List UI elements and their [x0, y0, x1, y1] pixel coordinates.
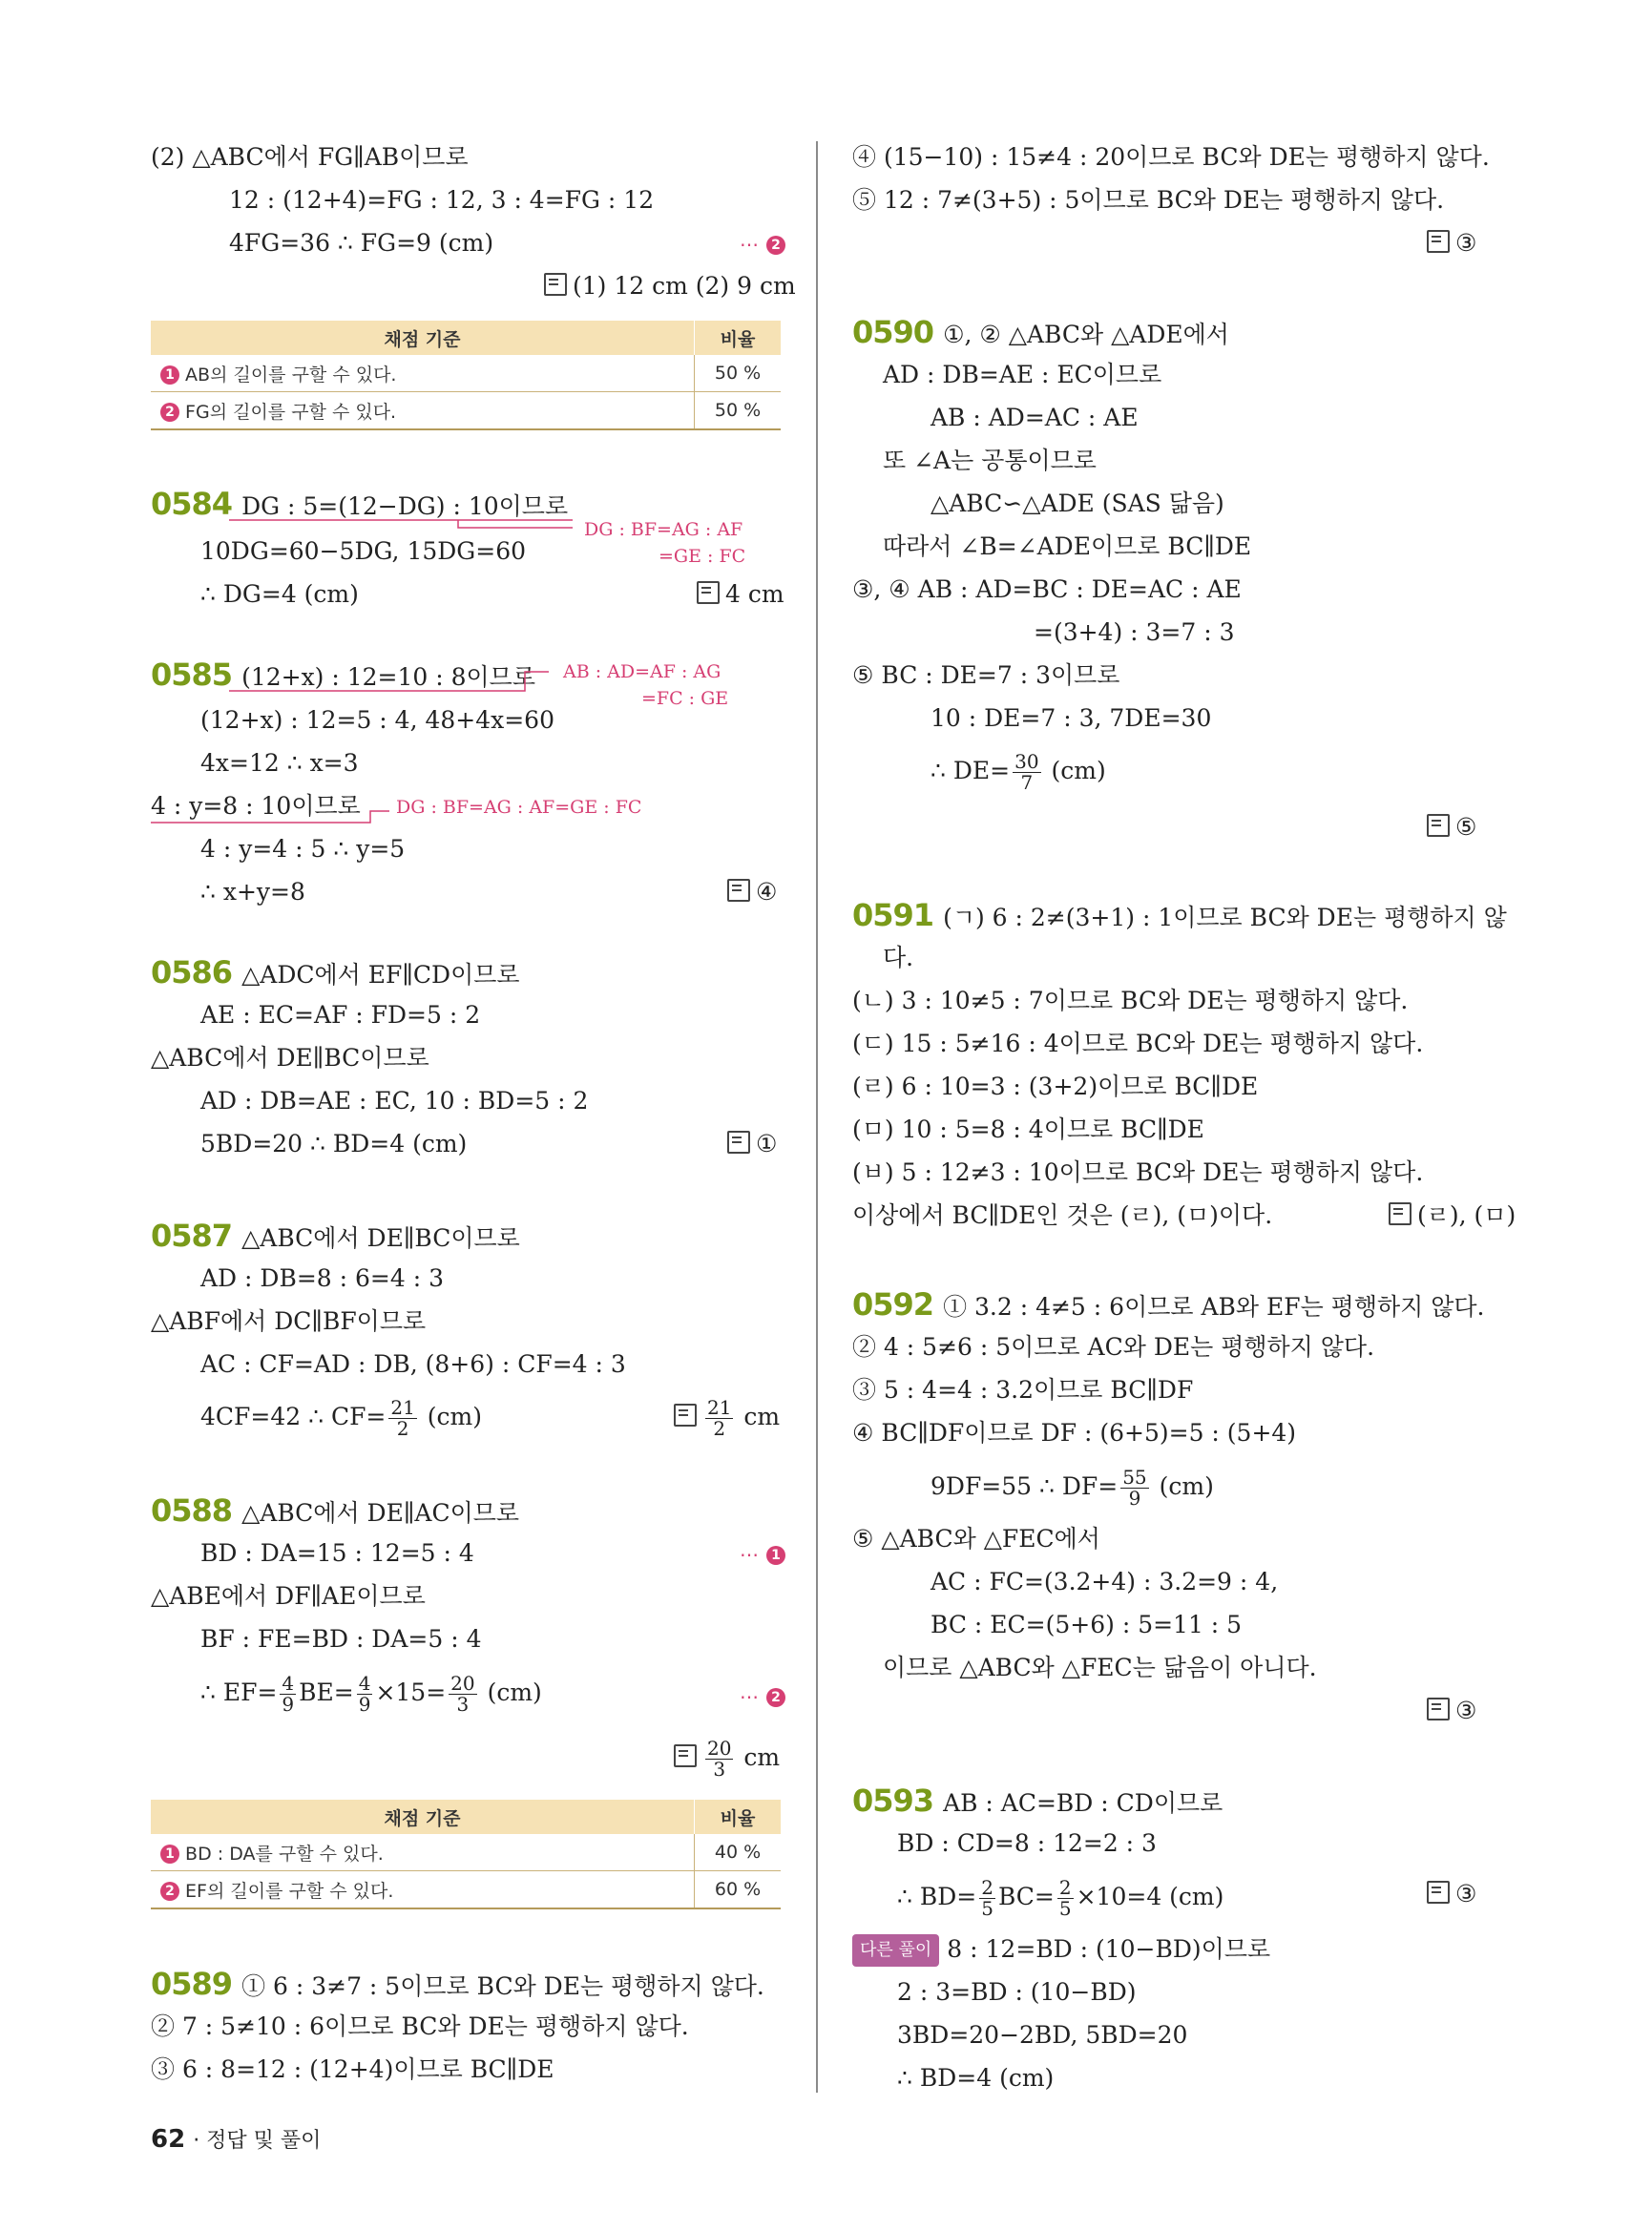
line: ② 4 : 5≠6 : 5이므로 AC와 DE는 평행하지 않다. [852, 1333, 1375, 1361]
table-header: 채점 기준 [151, 1800, 695, 1834]
line: ② 7 : 5≠10 : 6이므로 BC와 DE는 평행하지 않다. [151, 2012, 689, 2040]
answer-icon [544, 273, 567, 296]
answer: ③ [1427, 1695, 1476, 1727]
line: (ㅁ) 10 : 5=8 : 4이므로 BC∥DE [852, 1116, 1204, 1143]
line: AB : AD=AC : AE [931, 404, 1139, 431]
problem-0585: 0585 (12+x) : 12=10 : 8이므로 [151, 657, 535, 693]
alt-solution: 다른 풀이 8 : 12=BD : (10−BD)이므로 [852, 1933, 1270, 1967]
line: 따라서 ∠B=∠ADE이므로 BC∥DE [883, 532, 1252, 560]
line: 5BD=20 ∴ BD=4 (cm) [200, 1130, 468, 1157]
line: BF : FE=BD : DA=5 : 4 [200, 1625, 482, 1653]
line: (ㅂ) 5 : 12≠3 : 10이므로 BC와 DE는 평행하지 않다. [852, 1158, 1424, 1186]
problem-0588: 0588 △ABC에서 DE∥AC이므로 [151, 1492, 520, 1529]
table-header-rate: 비율 [695, 321, 782, 355]
answer-icon [674, 1404, 697, 1427]
line: ∴ DE= $\frac{30}{7}$ (cm) [931, 750, 1106, 794]
line: 10 : DE=7 : 3, 7DE=30 [931, 704, 1212, 732]
line: ∴ EF= $\frac{4}{9}$ BE= $\frac{4}{9}$ ×15= $\frac{20}{3}$ (cm) [200, 1672, 542, 1716]
table-row: 2 EF의 길이를 구할 수 있다. 60 % [151, 1871, 781, 1909]
answer-icon [1427, 1881, 1450, 1904]
problem-0591: 0591 (ㄱ) 6 : 2≠(3+1) : 1이므로 BC와 DE는 평행하지 않 [852, 897, 1507, 933]
side-note: DG : BF=AG : AF [584, 519, 743, 540]
answer-icon [674, 1744, 697, 1767]
answer-icon [727, 879, 750, 902]
answer-icon [727, 1131, 750, 1154]
line: 4CF=42 ∴ CF= $\frac{21}{2}$ (cm) [200, 1396, 482, 1440]
line: ③ 5 : 4=4 : 3.2이므로 BC∥DF [852, 1376, 1194, 1404]
line: AD : DB=8 : 6=4 : 3 [200, 1264, 444, 1292]
answer: (1) 12 cm (2) 9 cm [544, 270, 796, 302]
line: AD : DB=AE : EC, 10 : BD=5 : 2 [200, 1087, 589, 1115]
line: BC : EC=(5+6) : 5=11 : 5 [931, 1611, 1243, 1638]
line: ∴ BD= $\frac{2}{5}$ BC= $\frac{2}{5}$ ×10=4 (cm) [897, 1876, 1224, 1920]
column-divider [816, 141, 818, 2093]
line: 또 ∠A는 공통이므로 [883, 447, 1097, 474]
line: 이상에서 BC∥DE인 것은 (ㄹ), (ㅁ)이다. [852, 1201, 1273, 1229]
line: ∴ DG=4 (cm) [200, 580, 359, 608]
side-note: =FC : GE [641, 688, 729, 709]
line: 4 : y=4 : 5 ∴ y=5 [200, 835, 406, 863]
answer: 4 cm [697, 578, 784, 611]
problem-0586: 0586 △ADC에서 EF∥CD이므로 [151, 954, 520, 990]
answer: (ㄹ), (ㅁ) [1389, 1199, 1516, 1232]
line: △ABF에서 DC∥BF이므로 [151, 1307, 427, 1335]
line: 4FG=36 ∴ FG=9 (cm) [229, 229, 494, 257]
line: (ㄹ) 6 : 10=3 : (3+2)이므로 BC∥DE [852, 1073, 1259, 1100]
line: ④ BC∥DF이므로 DF : (6+5)=5 : (5+4) [852, 1419, 1297, 1447]
line: ③ 6 : 8=12 : (12+4)이므로 BC∥DE [151, 2055, 554, 2083]
line: (2) △ABC에서 FG∥AB이므로 [151, 143, 469, 171]
table-row: 2 FG의 길이를 구할 수 있다. 50 % [151, 392, 781, 430]
problem-0584: 0584 DG : 5=(12−DG) : 10이므로 [151, 486, 569, 522]
problem-0589: 0589 ① 6 : 3≠7 : 5이므로 BC와 DE는 평행하지 않다. [151, 1966, 764, 2002]
problem-0587: 0587 △ABC에서 DE∥BC이므로 [151, 1218, 520, 1254]
table-row: 1 BD : DA를 구할 수 있다. 40 % [151, 1834, 781, 1871]
step-marker: ⋯ 1 [740, 1537, 785, 1571]
answer: ④ [727, 876, 777, 908]
line: AC : CF=AD : DB, (8+6) : CF=4 : 3 [200, 1350, 626, 1378]
answer: ① [727, 1128, 777, 1160]
line: AD : DB=AE : EC이므로 [883, 361, 1162, 388]
problem-0592: 0592 ① 3.2 : 4≠5 : 6이므로 AB와 EF는 평행하지 않다. [852, 1286, 1485, 1323]
line: △ABC∽△ADE (SAS 닮음) [931, 490, 1224, 517]
line: AE : EC=AF : FD=5 : 2 [200, 1001, 481, 1029]
line: BD : DA=15 : 12=5 : 4 [200, 1539, 474, 1567]
line: (ㄷ) 15 : 5≠16 : 4이므로 BC와 DE는 평행하지 않다. [852, 1030, 1424, 1057]
line: 9DF=55 ∴ DF= $\frac{55}{9}$ (cm) [931, 1466, 1214, 1510]
answer: ⑤ [1427, 811, 1476, 844]
page-number: 62 [151, 2125, 186, 2154]
answer-icon [697, 581, 720, 604]
line: 4x=12 ∴ x=3 [200, 749, 359, 777]
line: ⑤ BC : DE=7 : 3이므로 [852, 661, 1120, 689]
line: 12 : (12+4)=FG : 12, 3 : 4=FG : 12 [229, 186, 655, 214]
answer-icon [1427, 1698, 1450, 1720]
answer: $\frac{20}{3}$ cm [674, 1739, 780, 1780]
line: ④ (15−10) : 15≠4 : 20이므로 BC와 DE는 평행하지 않다. [852, 143, 1490, 171]
line: 2 : 3=BD : (10−BD) [897, 1978, 1137, 2006]
line: 3BD=20−2BD, 5BD=20 [897, 2021, 1188, 2049]
side-note: =GE : FC [659, 546, 746, 567]
line: ∴ BD=4 (cm) [897, 2064, 1055, 2092]
line: ⑤ △ABC와 △FEC에서 [852, 1525, 1100, 1553]
answer: ③ [1427, 227, 1476, 260]
step-marker: ⋯ 2 [740, 227, 785, 261]
line: ⑤ 12 : 7≠(3+5) : 5이므로 BC와 DE는 평행하지 않다. [852, 186, 1445, 214]
side-note: DG : BF=AG : AF=GE : FC [396, 797, 642, 818]
page-footer [151, 2124, 321, 2154]
line: 다. [883, 944, 914, 971]
line: 이므로 △ABC와 △FEC는 닮음이 아니다. [883, 1654, 1317, 1681]
answer: $\frac{21}{2}$ cm [674, 1398, 780, 1439]
step-marker: ⋯ 2 [740, 1679, 785, 1713]
line: ③, ④ AB : AD=BC : DE=AC : AE [852, 575, 1242, 603]
line: 4 : y=8 : 10이므로 [151, 792, 361, 820]
line: BD : CD=8 : 12=2 : 3 [897, 1829, 1157, 1857]
line: △ABC에서 DE∥BC이므로 [151, 1044, 429, 1072]
table-header: 채점 기준 [151, 321, 695, 355]
line: △ABE에서 DF∥AE이므로 [151, 1582, 426, 1610]
problem-0590: 0590 ①, ② △ABC와 △ADE에서 [852, 314, 1229, 350]
answer: ③ [1427, 1878, 1476, 1910]
table-row: 1 AB의 길이를 구할 수 있다. 50 % [151, 355, 781, 392]
line: AC : FC=(3.2+4) : 3.2=9 : 4, [931, 1568, 1279, 1595]
footer-label: · 정답 및 풀이 [193, 2129, 322, 2153]
problem-0593: 0593 AB : AC=BD : CD이므로 [852, 1783, 1223, 1819]
line: (12+x) : 12=5 : 4, 48+4x=60 [200, 706, 554, 734]
answer-icon [1427, 814, 1450, 837]
line: =(3+4) : 3=7 : 3 [1034, 618, 1235, 646]
answer-icon [1389, 1202, 1412, 1225]
side-note: AB : AD=AF : AG [563, 661, 721, 682]
alt-solution-tag: 다른 풀이 [852, 1934, 939, 1967]
line: (ㄴ) 3 : 10≠5 : 7이므로 BC와 DE는 평행하지 않다. [852, 987, 1409, 1014]
fraction: $\frac{21}{2}$ [390, 1396, 415, 1440]
line: ∴ x+y=8 [200, 878, 305, 906]
table-header-rate: 비율 [695, 1800, 782, 1834]
answer-icon [1427, 230, 1450, 253]
line: 10DG=60−5DG, 15DG=60 [200, 537, 527, 565]
scoring-table [151, 1800, 781, 1909]
scoring-table [151, 321, 781, 430]
